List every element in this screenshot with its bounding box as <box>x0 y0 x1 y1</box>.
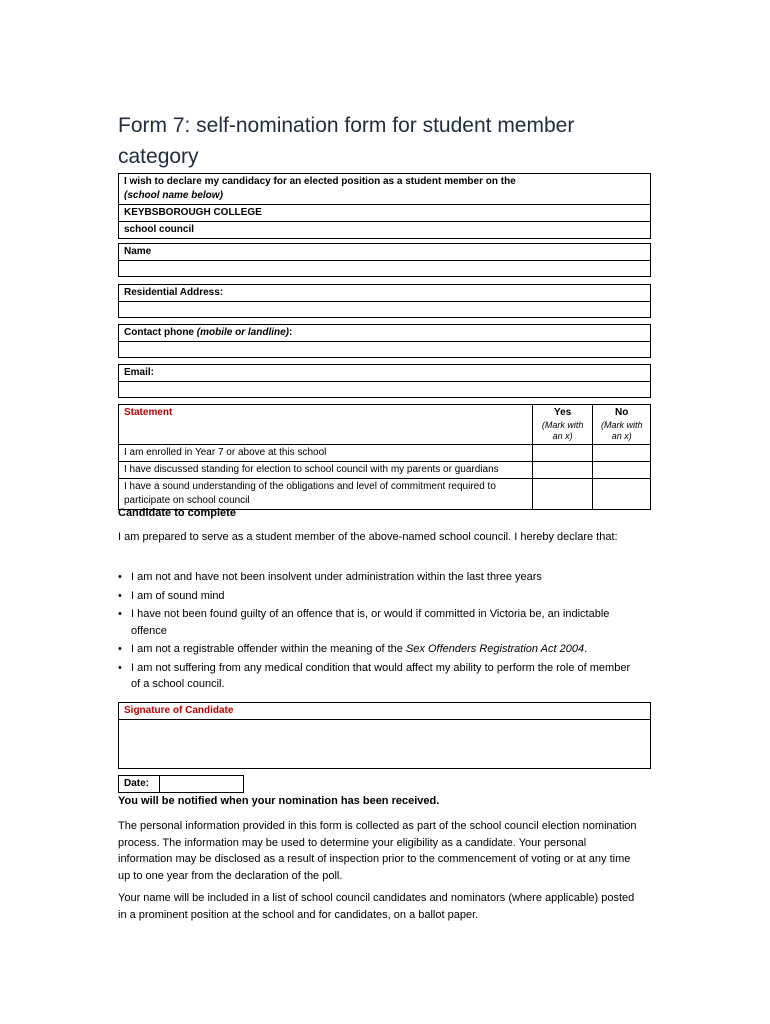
signature-table <box>118 702 651 769</box>
declaration-bullets <box>118 569 638 695</box>
signature-field[interactable] <box>119 720 651 769</box>
bullet-offender-text: I am not a registrable offender within the meaning of the <box>131 643 403 655</box>
notice-heading: You will be notified when your nomination has been received. <box>118 795 440 807</box>
yes-header <box>532 405 593 445</box>
statement-row-3-no[interactable] <box>593 479 651 510</box>
name-table <box>118 243 651 277</box>
school-name[interactable]: KEYBSBOROUGH COLLEGE <box>119 205 651 222</box>
yes-mark-note: (Mark with an x) <box>541 420 584 441</box>
statement-header: Statement <box>119 405 533 445</box>
declaration-line1: I wish to declare my candidacy for an elected position as a student member on the <box>124 176 516 187</box>
email-label: Email: <box>119 365 651 382</box>
declaration-table <box>118 173 651 239</box>
bullet-item: • I am of sound mind <box>118 588 638 605</box>
statement-table <box>118 404 651 510</box>
bullet-item: • I have not been found guilty of an offence that is, or would if committed in Victoria be, an indictable offence <box>118 606 638 639</box>
name-field[interactable] <box>119 261 651 277</box>
statement-row-1-no[interactable] <box>593 445 651 462</box>
phone-field[interactable] <box>119 342 651 358</box>
council-name: school council <box>119 222 651 239</box>
address-field[interactable] <box>119 302 651 318</box>
signature-label: Signature of Candidate <box>119 703 651 720</box>
candidate-intro: I am prepared to serve as a student member of the above-named school council. I hereby declare that: <box>118 531 618 543</box>
statement-row-2-yes[interactable] <box>532 462 593 479</box>
phone-label-italic: (mobile or landline) <box>196 327 290 338</box>
phone-label-text: Contact phone <box>124 327 194 338</box>
date-field[interactable] <box>160 776 244 793</box>
phone-table <box>118 324 651 358</box>
statement-row-3-yes[interactable] <box>532 479 593 510</box>
page-title: Form 7: self-nomination form for student member category <box>118 114 575 168</box>
notice-paragraph-2: Your name will be included in a list of school council candidates and nominators (where applicable) posted in a prominent position at the school and for candidates, on a ballot paper. <box>118 892 635 921</box>
declaration-line2: (school name below) <box>124 190 223 201</box>
date-table <box>118 775 244 793</box>
email-table <box>118 364 651 398</box>
address-label: Residential Address: <box>119 285 651 302</box>
statement-row-1-yes[interactable] <box>532 445 593 462</box>
date-label: Date: <box>119 776 160 793</box>
statement-row-3: I have a sound understanding of the obligations and level of commitment required to participate on school council <box>119 479 533 510</box>
statement-row-2-no[interactable] <box>593 462 651 479</box>
bullet-item <box>118 641 638 658</box>
name-label: Name <box>119 244 651 261</box>
statement-row-1: I am enrolled in Year 7 or above at this school <box>119 445 533 462</box>
phone-label-colon: : <box>289 327 293 338</box>
statement-row-2: I have discussed standing for election to school council with my parents or guardians <box>119 462 533 479</box>
act-name: Sex Offenders Registration Act 2004 <box>405 643 585 655</box>
candidate-heading: Candidate to complete <box>118 507 236 519</box>
bullet-item: • I am not suffering from any medical condition that would affect my ability to perform the role of member of a school council. <box>118 660 638 693</box>
bullet-item: • I am not and have not been insolvent under administration within the last three years <box>118 569 638 586</box>
phone-label <box>119 325 651 342</box>
notice-paragraph-1: The personal information provided in this form is collected as part of the school council election nomination process. The information may be used to determine your eligibility as a candidate. Your personal information may be disclosed as a result of inspection prior to the commencement of voting or at any time up to one year from the declaration of the poll. <box>118 820 637 882</box>
address-table <box>118 284 651 318</box>
yes-label: Yes <box>554 407 572 418</box>
email-field[interactable] <box>119 382 651 398</box>
act-suffix: . <box>584 643 588 655</box>
no-label: No <box>615 407 629 418</box>
no-mark-note: (Mark with an x) <box>600 420 643 441</box>
no-header <box>593 405 651 445</box>
declaration-cell <box>119 174 651 205</box>
